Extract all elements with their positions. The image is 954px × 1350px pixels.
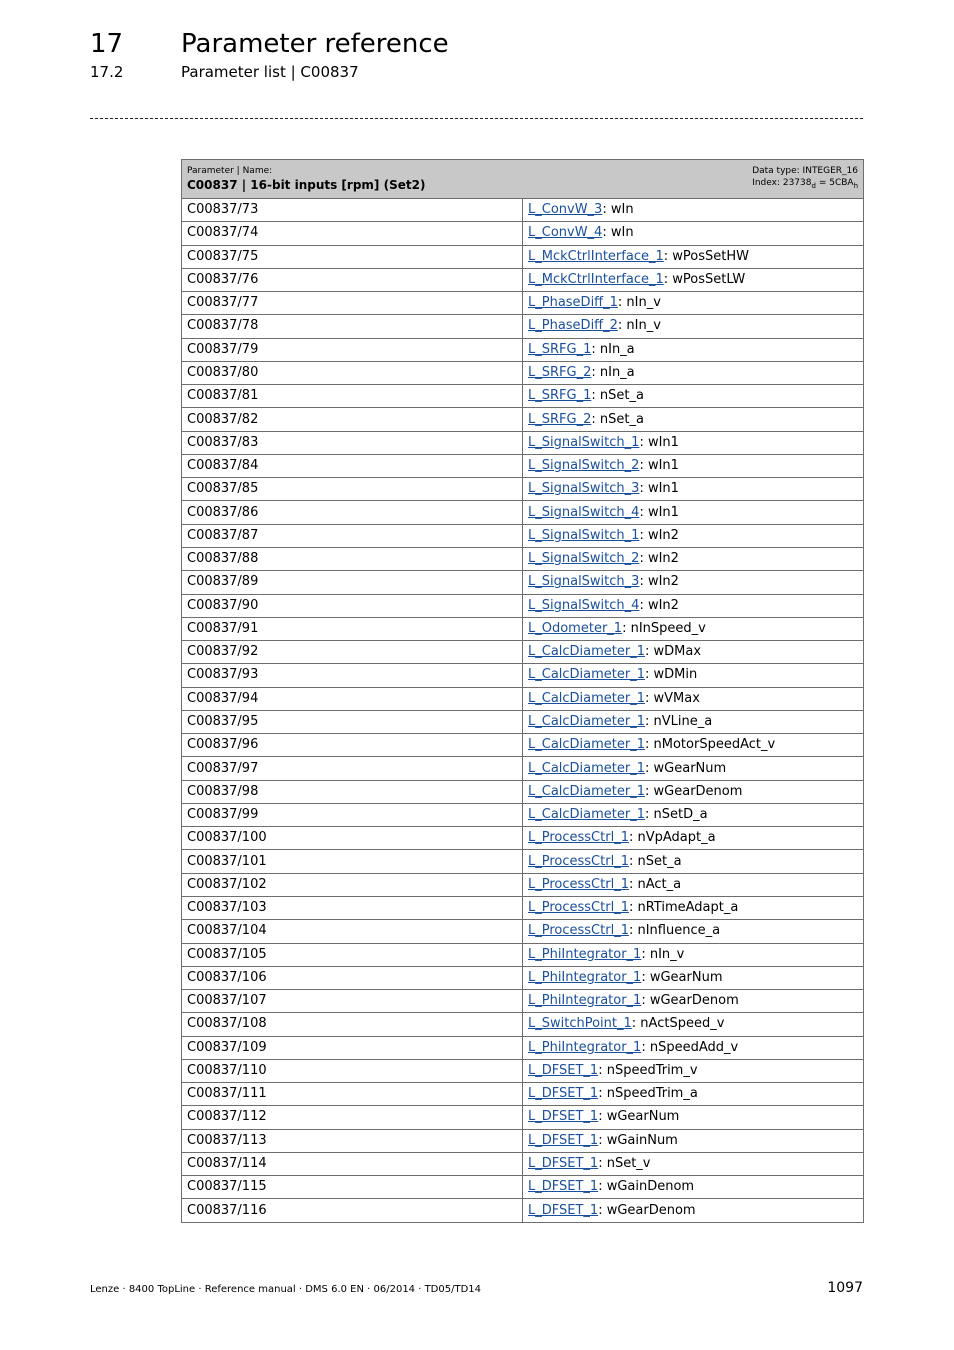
header-divider: [90, 118, 863, 119]
signal-name: : wGainDenom: [598, 1179, 695, 1195]
parameter-code-cell: C00837/85: [182, 478, 523, 501]
parameter-code-cell: C00837/79: [182, 338, 523, 361]
signal-cell: [523, 385, 864, 408]
signal-name: : nAct_a: [628, 876, 682, 892]
signal-name: : nRTimeAdapt_a: [628, 900, 739, 916]
signal-cell: [523, 757, 864, 780]
table-row: [182, 222, 864, 245]
parameter-code-cell: C00837/90: [182, 594, 523, 617]
section-number: 17.2: [90, 63, 124, 81]
signal-cell: [523, 408, 864, 431]
parameter-code-cell: C00837/80: [182, 361, 523, 384]
signal-cell: [523, 943, 864, 966]
function-block-link[interactable]: L_DFSET_1: [528, 1062, 599, 1078]
signal-name: : nSet_a: [628, 853, 682, 869]
function-block-link[interactable]: L_CalcDiameter_1: [528, 644, 646, 660]
signal-cell: [523, 431, 864, 454]
parameter-code-cell: C00837/74: [182, 222, 523, 245]
signal-cell: [523, 990, 864, 1013]
table-row: [182, 1013, 864, 1036]
signal-name: : nIn_a: [591, 341, 635, 357]
table-row: [182, 571, 864, 594]
signal-cell: [523, 292, 864, 315]
signal-name: : nVpAdapt_a: [628, 830, 716, 846]
function-block-link[interactable]: L_ConvW_3: [528, 202, 603, 218]
table-row: [182, 361, 864, 384]
signal-name: : wGainNum: [598, 1132, 678, 1148]
signal-name: : wIn1: [639, 458, 679, 474]
parameter-table: [181, 159, 864, 1223]
parameter-code-cell: C00837/108: [182, 1013, 523, 1036]
function-block-link[interactable]: L_PhaseDiff_2: [528, 318, 618, 334]
signal-cell: [523, 1083, 864, 1106]
function-block-link[interactable]: L_DFSET_1: [528, 1179, 599, 1195]
signal-name: : nSet_v: [598, 1156, 651, 1172]
signal-name: : wIn1: [639, 504, 679, 520]
signal-cell: [523, 1059, 864, 1082]
signal-cell: [523, 1199, 864, 1222]
function-block-link[interactable]: L_SignalSwitch_2: [528, 458, 640, 474]
table-row: [182, 1199, 864, 1222]
signal-cell: [523, 734, 864, 757]
signal-cell: [523, 315, 864, 338]
index-value: Index: $23738_d = 5CBA_h$: [752, 178, 858, 190]
parameter-code-cell: C00837/115: [182, 1176, 523, 1199]
table-row: [182, 478, 864, 501]
signal-cell: [523, 873, 864, 896]
table-row: [182, 1152, 864, 1175]
function-block-link[interactable]: L_CalcDiameter_1: [528, 807, 646, 823]
parameter-code-cell: C00837/113: [182, 1129, 523, 1152]
parameter-code-cell: C00837/88: [182, 547, 523, 570]
parameter-code-cell: C00837/84: [182, 454, 523, 477]
table-row: [182, 687, 864, 710]
signal-name: : wIn1: [639, 434, 679, 450]
signal-cell: [523, 478, 864, 501]
function-block-link[interactable]: L_CalcDiameter_1: [528, 667, 646, 683]
table-row: [182, 850, 864, 873]
function-block-link[interactable]: L_PhaseDiff_1: [528, 295, 618, 311]
chapter-title: Parameter reference: [181, 29, 449, 59]
signal-name: : wIn: [602, 202, 634, 218]
data-type: Data type: INTEGER_16: [752, 166, 858, 176]
signal-name: : wGearNum: [641, 969, 723, 985]
signal-cell: [523, 199, 864, 222]
parameter-code-cell: C00837/78: [182, 315, 523, 338]
table-row: [182, 454, 864, 477]
table-row: [182, 408, 864, 431]
signal-cell: [523, 687, 864, 710]
signal-cell: [523, 222, 864, 245]
signal-name: : wGearNum: [645, 760, 727, 776]
table-row: [182, 1176, 864, 1199]
table-row: [182, 641, 864, 664]
signal-name: : nVLine_a: [645, 713, 713, 729]
table-row: [182, 617, 864, 640]
signal-cell: [523, 338, 864, 361]
function-block-link[interactable]: L_ConvW_4: [528, 225, 603, 241]
parameter-code-cell: C00837/109: [182, 1036, 523, 1059]
function-block-link[interactable]: L_SignalSwitch_4: [528, 504, 640, 520]
signal-name: : wVMax: [645, 690, 700, 706]
table-row: [182, 803, 864, 826]
table-row: [182, 710, 864, 733]
signal-cell: [523, 1036, 864, 1059]
table-row: [182, 757, 864, 780]
table-row: [182, 338, 864, 361]
signal-name: : nActSpeed_v: [631, 1016, 725, 1032]
signal-cell: [523, 524, 864, 547]
signal-cell: [523, 245, 864, 268]
table-row: [182, 827, 864, 850]
parameter-code-cell: C00837/111: [182, 1083, 523, 1106]
function-block-link[interactable]: L_CalcDiameter_1: [528, 783, 646, 799]
signal-cell: [523, 780, 864, 803]
function-block-link[interactable]: L_Odometer_1: [528, 620, 623, 636]
parameter-code-cell: C00837/73: [182, 199, 523, 222]
table-row: [182, 431, 864, 454]
function-block-link[interactable]: L_SignalSwitch_4: [528, 597, 640, 613]
parameter-code-cell: C00837/89: [182, 571, 523, 594]
table-row: [182, 501, 864, 524]
function-block-link[interactable]: L_SignalSwitch_2: [528, 551, 640, 567]
parameter-code-cell: C00837/112: [182, 1106, 523, 1129]
signal-name: : wIn2: [639, 551, 679, 567]
table-header-row: [182, 160, 864, 199]
signal-cell: [523, 594, 864, 617]
parameter-code-cell: C00837/107: [182, 990, 523, 1013]
function-block-link[interactable]: L_DFSET_1: [528, 1109, 599, 1125]
signal-cell: [523, 664, 864, 687]
signal-cell: [523, 896, 864, 919]
function-block-link[interactable]: L_ProcessCtrl_1: [528, 830, 629, 846]
parameter-code-cell: C00837/94: [182, 687, 523, 710]
page-number: 1097: [827, 1280, 863, 1296]
signal-cell: [523, 1129, 864, 1152]
function-block-link[interactable]: L_CalcDiameter_1: [528, 737, 646, 753]
function-block-link[interactable]: L_SRFG_2: [528, 364, 592, 380]
signal-cell: [523, 454, 864, 477]
parameter-code-cell: C00837/105: [182, 943, 523, 966]
function-block-link[interactable]: L_DFSET_1: [528, 1202, 599, 1218]
table-row: [182, 990, 864, 1013]
parameter-name: C00837 | 16-bit inputs [rpm] (Set2): [187, 178, 426, 192]
parameter-code-cell: C00837/98: [182, 780, 523, 803]
parameter-code-cell: C00837/86: [182, 501, 523, 524]
signal-name: : nMotorSpeedAct_v: [645, 737, 776, 753]
signal-cell: [523, 617, 864, 640]
signal-cell: [523, 571, 864, 594]
signal-cell: [523, 966, 864, 989]
signal-name: : wIn1: [639, 481, 679, 497]
function-block-link[interactable]: L_SignalSwitch_3: [528, 574, 640, 590]
parameter-code-cell: C00837/99: [182, 803, 523, 826]
signal-name: : nSet_a: [591, 388, 644, 404]
table-row: [182, 385, 864, 408]
signal-cell: [523, 1152, 864, 1175]
signal-name: : nInSpeed_v: [622, 620, 706, 636]
signal-cell: [523, 547, 864, 570]
function-block-link[interactable]: L_ProcessCtrl_1: [528, 876, 629, 892]
table-row: [182, 873, 864, 896]
signal-name: : wIn2: [639, 574, 679, 590]
table-row: [182, 1036, 864, 1059]
function-block-link[interactable]: L_SRFG_1: [528, 341, 592, 357]
signal-name: : wGearDenom: [598, 1202, 696, 1218]
signal-name: : wIn2: [639, 597, 679, 613]
signal-name: : nIn_v: [641, 946, 685, 962]
table-row: [182, 315, 864, 338]
signal-name: : wGearDenom: [645, 783, 743, 799]
function-block-link[interactable]: L_MckCtrlInterface_1: [528, 271, 664, 287]
function-block-link[interactable]: L_SignalSwitch_1: [528, 527, 640, 543]
signal-cell: [523, 803, 864, 826]
table-row: [182, 920, 864, 943]
table-row: [182, 199, 864, 222]
signal-name: : wDMax: [645, 644, 702, 660]
signal-name: : wGearNum: [598, 1109, 680, 1125]
signal-cell: [523, 827, 864, 850]
table-row: [182, 268, 864, 291]
function-block-link[interactable]: L_MckCtrlInterface_1: [528, 248, 664, 264]
parameter-code-cell: C00837/104: [182, 920, 523, 943]
table-row: [182, 1083, 864, 1106]
signal-name: : nSpeedTrim_v: [598, 1062, 698, 1078]
parameter-code-cell: C00837/106: [182, 966, 523, 989]
parameter-code-cell: C00837/92: [182, 641, 523, 664]
signal-cell: [523, 361, 864, 384]
signal-cell: [523, 1106, 864, 1129]
parameter-code-cell: C00837/95: [182, 710, 523, 733]
signal-name: : wPosSetLW: [663, 271, 746, 287]
signal-name: : nSetD_a: [645, 807, 708, 823]
table-row: [182, 292, 864, 315]
function-block-link[interactable]: L_ProcessCtrl_1: [528, 853, 629, 869]
signal-name: : wGearDenom: [641, 993, 739, 1009]
table-row: [182, 896, 864, 919]
signal-name: : nInfluence_a: [628, 923, 721, 939]
parameter-code-cell: C00837/97: [182, 757, 523, 780]
signal-cell: [523, 920, 864, 943]
signal-name: : nSpeedTrim_a: [598, 1086, 698, 1102]
signal-name: : nSet_a: [591, 411, 644, 427]
parameter-code-cell: C00837/102: [182, 873, 523, 896]
signal-cell: [523, 850, 864, 873]
function-block-link[interactable]: L_DFSET_1: [528, 1132, 599, 1148]
table-row: [182, 245, 864, 268]
parameter-code-cell: C00837/81: [182, 385, 523, 408]
function-block-link[interactable]: L_CalcDiameter_1: [528, 713, 646, 729]
parameter-code-cell: C00837/101: [182, 850, 523, 873]
parameter-code-cell: C00837/75: [182, 245, 523, 268]
table-row: [182, 1059, 864, 1082]
table-row: [182, 966, 864, 989]
table-row: [182, 594, 864, 617]
section-title: Parameter list | C00837: [181, 63, 359, 81]
table-row: [182, 547, 864, 570]
parameter-code-cell: C00837/100: [182, 827, 523, 850]
parameter-code-cell: C00837/83: [182, 431, 523, 454]
signal-cell: [523, 641, 864, 664]
parameter-code-cell: C00837/110: [182, 1059, 523, 1082]
parameter-code-cell: C00837/91: [182, 617, 523, 640]
function-block-link[interactable]: L_SignalSwitch_1: [528, 434, 640, 450]
signal-name: : wIn2: [639, 527, 679, 543]
table-header-cell: [182, 160, 864, 199]
table-row: [182, 943, 864, 966]
chapter-number: 17: [90, 29, 124, 59]
function-block-link[interactable]: L_SignalSwitch_3: [528, 481, 640, 497]
parameter-code-cell: C00837/77: [182, 292, 523, 315]
parameter-code-cell: C00837/76: [182, 268, 523, 291]
function-block-link[interactable]: L_SRFG_2: [528, 411, 592, 427]
function-block-link[interactable]: L_PhiIntegrator_1: [528, 969, 642, 985]
signal-cell: [523, 501, 864, 524]
table-row: [182, 1106, 864, 1129]
table-row: [182, 734, 864, 757]
signal-cell: [523, 1176, 864, 1199]
function-block-link[interactable]: L_CalcDiameter_1: [528, 760, 646, 776]
function-block-link[interactable]: L_SwitchPoint_1: [528, 1016, 632, 1032]
parameter-code-cell: C00837/114: [182, 1152, 523, 1175]
signal-cell: [523, 1013, 864, 1036]
signal-name: : nIn_a: [591, 364, 635, 380]
signal-name: : nSpeedAdd_v: [641, 1039, 739, 1055]
parameter-code-cell: C00837/116: [182, 1199, 523, 1222]
function-block-link[interactable]: L_PhiIntegrator_1: [528, 946, 642, 962]
table-row: [182, 664, 864, 687]
parameter-code-cell: C00837/96: [182, 734, 523, 757]
function-block-link[interactable]: L_PhiIntegrator_1: [528, 993, 642, 1009]
header-label: Parameter | Name:: [187, 166, 273, 176]
function-block-link[interactable]: L_DFSET_1: [528, 1086, 599, 1102]
table-row: [182, 1129, 864, 1152]
footer-text: Lenze · 8400 TopLine · Reference manual · DMS 6.0 EN · 06/2014 · TD05/TD14: [90, 1284, 482, 1295]
signal-name: : wDMin: [645, 667, 698, 683]
function-block-link[interactable]: L_PhiIntegrator_1: [528, 1039, 642, 1055]
signal-name: : nIn_v: [617, 295, 661, 311]
function-block-link[interactable]: L_SRFG_1: [528, 388, 592, 404]
parameter-code-cell: C00837/103: [182, 896, 523, 919]
function-block-link[interactable]: L_CalcDiameter_1: [528, 690, 646, 706]
parameter-code-cell: C00837/82: [182, 408, 523, 431]
parameter-code-cell: C00837/87: [182, 524, 523, 547]
signal-name: : nIn_v: [617, 318, 661, 334]
function-block-link[interactable]: L_ProcessCtrl_1: [528, 923, 629, 939]
signal-cell: [523, 268, 864, 291]
parameter-code-cell: C00837/93: [182, 664, 523, 687]
table-row: [182, 780, 864, 803]
function-block-link[interactable]: L_ProcessCtrl_1: [528, 900, 629, 916]
table-row: [182, 524, 864, 547]
function-block-link[interactable]: L_DFSET_1: [528, 1156, 599, 1172]
signal-name: : wPosSetHW: [663, 248, 749, 264]
signal-name: : wIn: [602, 225, 634, 241]
signal-cell: [523, 710, 864, 733]
